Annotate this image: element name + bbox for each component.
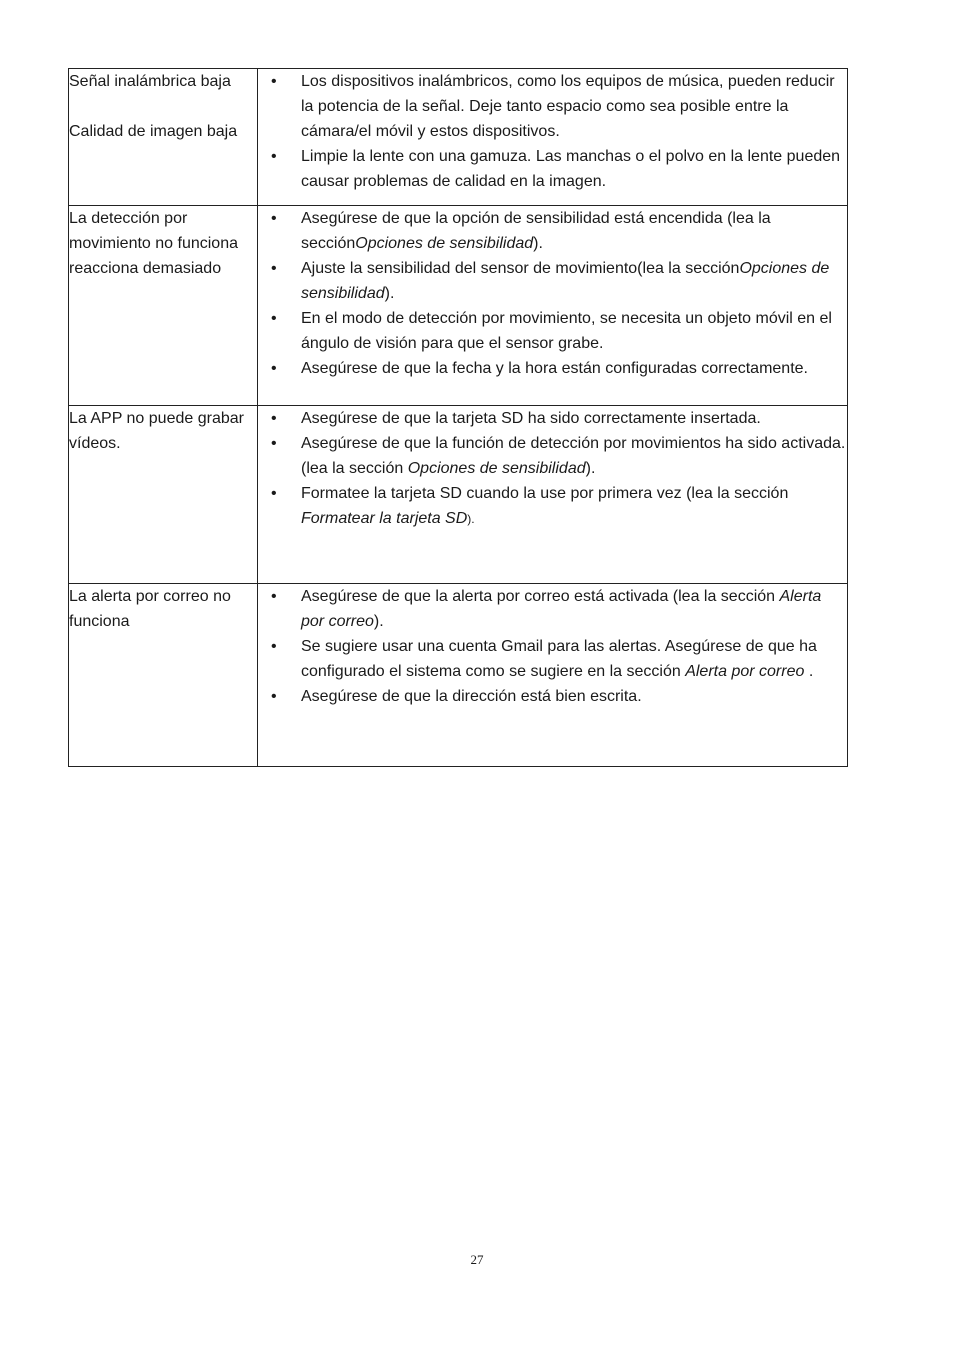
problem-cell (69, 406, 258, 584)
solution-item: • Ajuste la sensibilidad del sensor de movimiento(lea la secciónOpciones de sensibilidad). (258, 256, 847, 306)
solution-item: • Limpie la lente con una gamuza. Las manchas o el polvo en la lente pueden causar problemas de calidad en la imagen. (258, 144, 847, 194)
problem-cell (69, 69, 258, 206)
problem-cell (69, 584, 258, 767)
bullet-icon: • (271, 410, 277, 427)
bullet-icon: • (271, 688, 277, 705)
bullet-icon: • (271, 260, 277, 277)
solution-item: • Asegúrese de que la fecha y la hora están configuradas correctamente. (258, 356, 847, 381)
bullet-icon: • (271, 73, 277, 90)
solution-item: • Asegúrese de que la función de detección por movimientos ha sido activada. (lea la sección Opciones de sensibilidad). (258, 431, 847, 481)
bullet-icon: • (271, 638, 277, 655)
problem-text: La detección por movimiento no funciona reacciona demasiado (69, 210, 238, 277)
table-row (69, 206, 848, 406)
section-reference: Formatear la tarjeta SD (301, 510, 468, 527)
bullet-icon: • (271, 210, 277, 227)
page-number: 27 (470, 1252, 484, 1267)
table-row (69, 406, 848, 584)
solution-item: • En el modo de detección por movimiento, se necesita un objeto móvil en el ángulo de visión para que el sensor grabe. (258, 306, 847, 356)
solutions-cell (258, 584, 848, 767)
problem-text: Señal inalámbrica baja (69, 73, 231, 90)
problem-text: La alerta por correo no funciona (69, 588, 231, 630)
problem-cell (69, 206, 258, 406)
bullet-icon: • (271, 485, 277, 502)
problem-text: La APP no puede grabar vídeos. (69, 410, 244, 452)
solutions-cell (258, 206, 848, 406)
section-reference: Opciones de sensibilidad (355, 235, 534, 252)
solution-list (258, 69, 847, 194)
table-row (69, 584, 848, 767)
solution-item: • Se sugiere usar una cuenta Gmail para las alertas. Asegúrese de que ha configurado el sistema como se sugiere en la sección Alerta por correo . (258, 634, 847, 684)
solution-list (258, 206, 847, 381)
section-reference: Alerta por correo (685, 663, 805, 680)
bullet-icon: • (271, 588, 277, 605)
bullet-icon: • (271, 310, 277, 327)
solution-item: • Asegúrese de que la dirección está bien escrita. (258, 684, 847, 709)
solutions-cell (258, 406, 848, 584)
problem-text: Calidad de imagen baja (69, 123, 238, 140)
solution-item: • Los dispositivos inalámbricos, como los equipos de música, pueden reducir la potencia de la señal. Deje tanto espacio como sea posible entre la cámara/el móvil y estos dispositivos. (258, 69, 847, 144)
section-reference: Alerta por correo (301, 588, 822, 630)
table-row (69, 69, 848, 206)
bullet-icon: • (271, 360, 277, 377)
solution-item: • Asegúrese de que la opción de sensibilidad está encendida (lea la secciónOpciones de sensibilidad). (258, 206, 847, 256)
solution-item: • Asegúrese de que la alerta por correo está activada (lea la sección Alerta por correo). (258, 584, 847, 634)
solution-list (258, 584, 847, 709)
section-reference: Opciones de sensibilidad (301, 260, 830, 302)
troubleshooting-table (68, 68, 848, 767)
bullet-icon: • (271, 435, 277, 452)
solutions-cell (258, 69, 848, 206)
solution-item: • Formatee la tarjeta SD cuando la use por primera vez (lea la sección Formatear la tarjeta SD). (258, 481, 847, 532)
solution-item: • Asegúrese de que la tarjeta SD ha sido correctamente insertada. (258, 406, 847, 431)
solution-list (258, 406, 847, 532)
section-reference: Opciones de sensibilidad (407, 460, 586, 477)
bullet-icon: • (271, 148, 277, 165)
